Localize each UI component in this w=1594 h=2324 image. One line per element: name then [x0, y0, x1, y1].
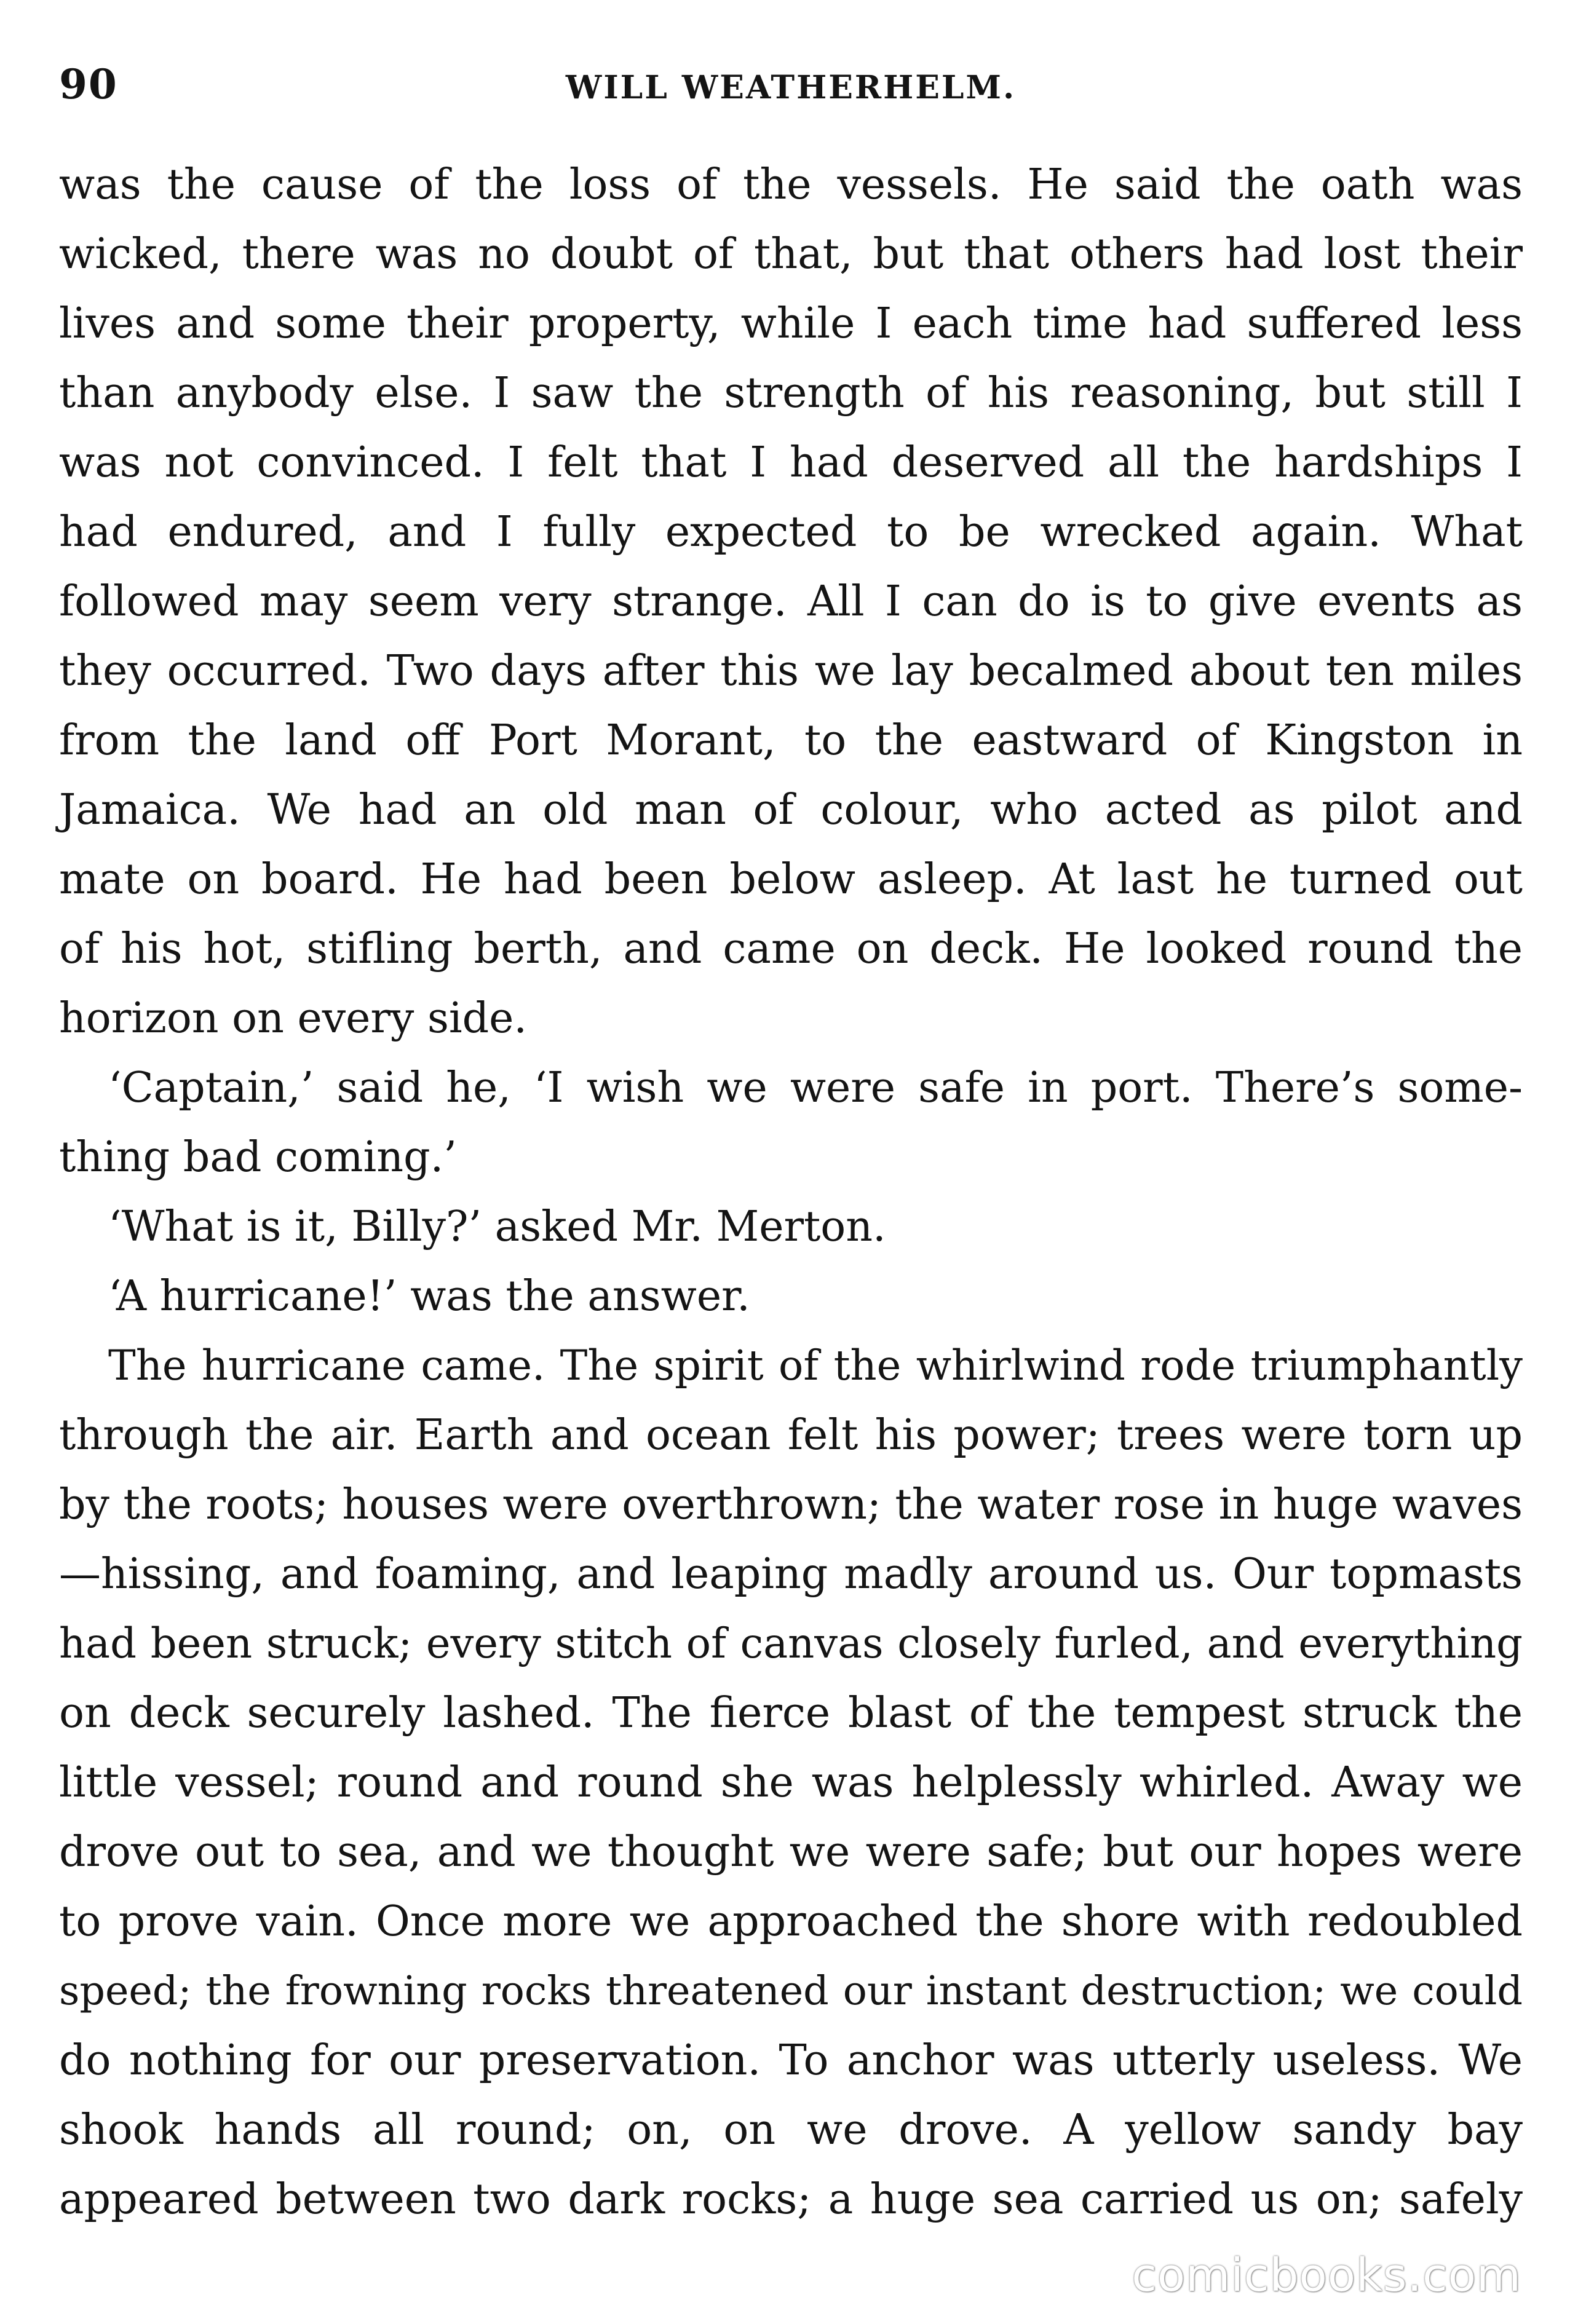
text-line: appeared between two dark rocks; a huge sea carried us on; safely: [59, 2175, 1523, 2224]
text-line: had been struck; every stitch of canvas closely furled, and everything: [59, 1619, 1523, 1667]
text-line: ‘Captain,’ said he, ‘I wish we were safe in port. There’s some-: [108, 1064, 1523, 1112]
text-line: through the air. Earth and ocean felt his power; trees were torn up: [59, 1411, 1523, 1460]
text-line: had endured, and I fully expected to be wrecked again. What: [59, 508, 1523, 556]
text-line: —hissing, and foaming, and leaping madly around us. Our topmasts: [59, 1550, 1523, 1599]
running-title: WILL WEATHERHELM.: [565, 69, 1017, 106]
text-line: of his hot, stifling berth, and came on deck. He looked round the: [59, 925, 1523, 973]
text-line: Jamaica. We had an old man of colour, who acted as pilot and: [59, 786, 1523, 834]
text-line: lives and some their property, while I each time had suffered less: [59, 299, 1523, 348]
text-line: The hurricane came. The spirit of the whirlwind rode triumphantly: [108, 1342, 1523, 1389]
text-line: by the roots; houses were overthrown; the water rose in huge waves: [59, 1480, 1523, 1529]
text-line: little vessel; round and round she was helplessly whirled. Away we: [59, 1758, 1523, 1807]
text-line: speed; the frowning rocks threatened our instant destruction; we could: [59, 1968, 1523, 2014]
text-line: from the land off Port Morant, to the eastward of Kingston in: [59, 716, 1523, 765]
text-line: ‘A hurricane!’ was the answer.: [108, 1272, 750, 1321]
text-line: was the cause of the loss of the vessels. He said the oath was: [59, 160, 1523, 209]
text-line: shook hands all round; on, on we drove. A yellow sandy bay: [59, 2106, 1523, 2154]
text-line: they occurred. Two days after this we lay becalmed about ten miles: [59, 647, 1523, 695]
text-line: was not convinced. I felt that I had deserved all the hardships I: [59, 438, 1523, 487]
text-line: drove out to sea, and we thought we were safe; but our hopes were: [59, 1828, 1523, 1876]
text-line: to prove vain. Once more we approached the shore with redoubled: [59, 1897, 1523, 1946]
watermark: comicbooks.com: [1132, 2249, 1521, 2302]
text-line: followed may seem very strange. All I can do is to give events as: [59, 577, 1523, 626]
text-line: wicked, there was no doubt of that, but that others had lost their: [59, 230, 1523, 279]
body-text: [59, 150, 1523, 2234]
text-line: ‘What is it, Billy?’ asked Mr. Merton.: [108, 1203, 886, 1251]
text-line: do nothing for our preservation. To anchor was utterly useless. We: [59, 2036, 1523, 2085]
text-line: on deck securely lashed. The fierce blast of the tempest struck the: [59, 1689, 1523, 1737]
text-line: mate on board. He had been below asleep. At last he turned out: [59, 855, 1523, 904]
text-line: than anybody else. I saw the strength of his reasoning, but still I: [59, 369, 1523, 417]
page-number: 90: [59, 60, 118, 108]
page-header: [59, 57, 1523, 112]
text-line: horizon on every side.: [59, 994, 527, 1043]
text-line: thing bad coming.’: [59, 1133, 457, 1182]
